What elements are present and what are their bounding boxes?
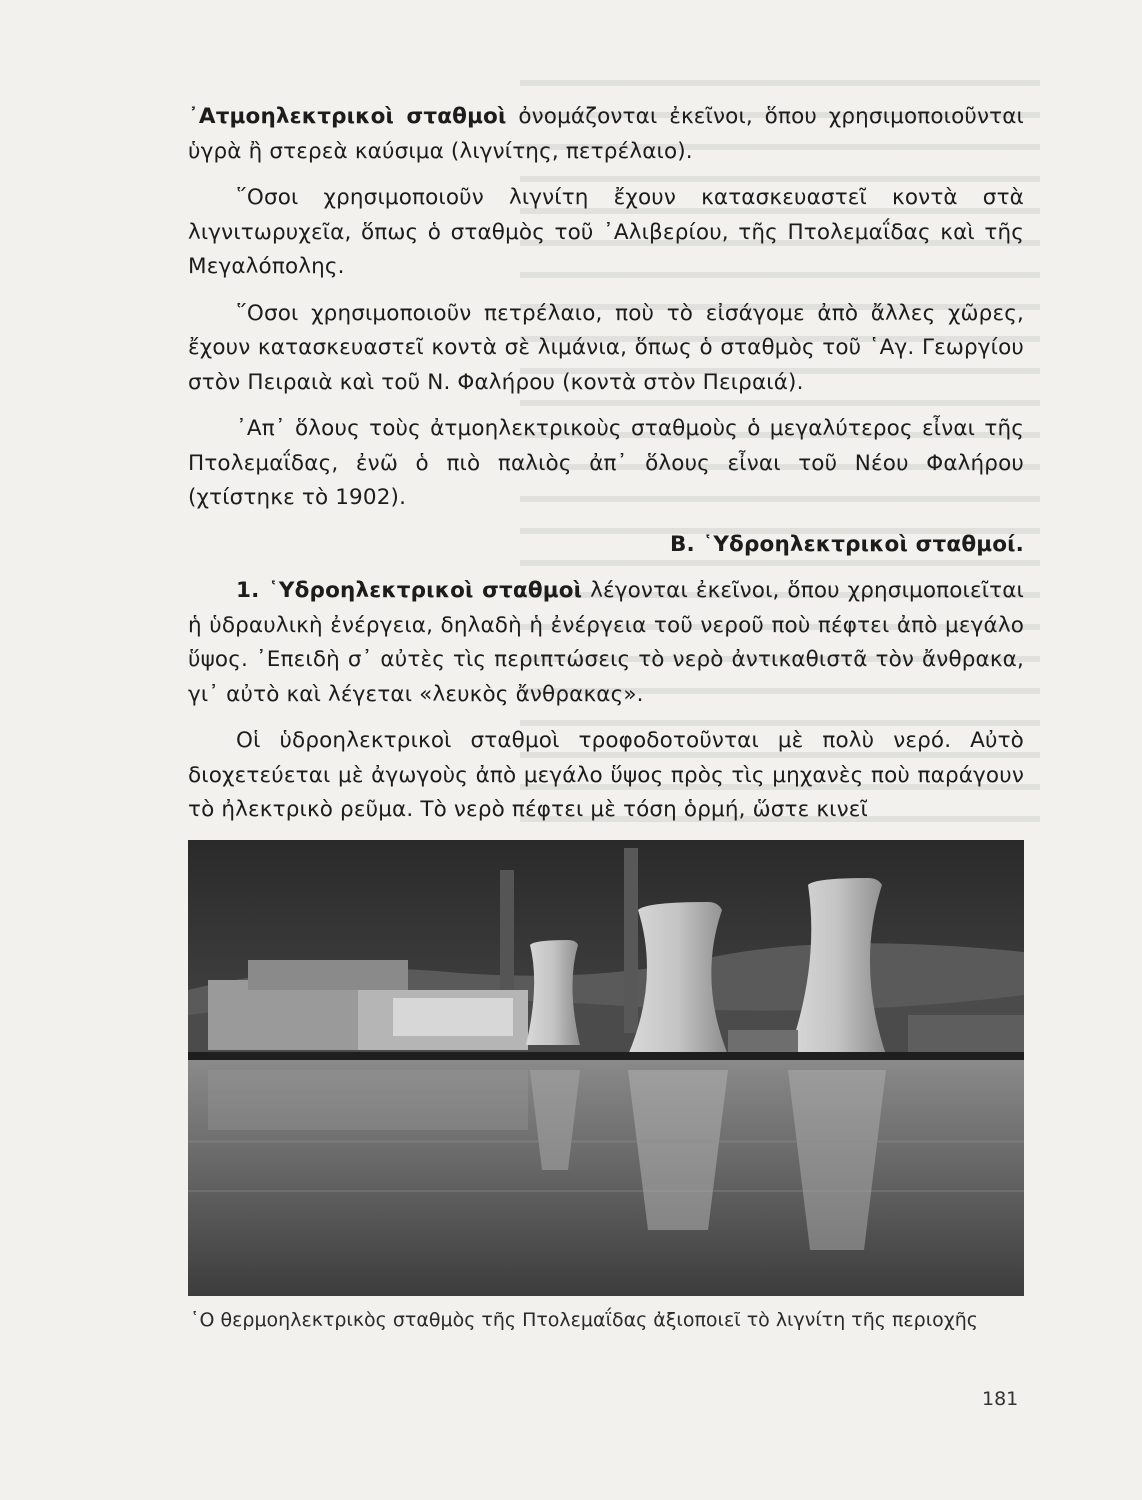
term-thermal-stations: ᾿Ατμοηλεκτρικοὶ σταθμοὶ xyxy=(188,104,507,129)
page-number: 181 xyxy=(982,1388,1019,1410)
paragraph-hydro-definition: 1. ῾Υδροηλεκτρικοὶ σταθμοὶ λέγονται ἐκεῖνοι, ὅπου χρησιμοποιεῖται ἡ ὑδραυλικὴ ἐνέργεια, δηλαδὴ ἡ ἐνέργεια τοῦ νεροῦ ποὺ πέφτει ἀπὸ μεγάλο ὕψος. ᾿Επειδὴ σ᾿ αὐτὲς τὶς περιπτώσεις τὸ νερὸ ἀντικαθιστᾶ τὸν ἄνθρακα, γι᾿ αὐτὸ καὶ λέγεται «λευκὸς ἄνθρακας». xyxy=(188,578,1024,707)
paragraph-hydro-water: Οἱ ὑδροηλεκτρικοὶ σταθμοὶ τροφοδοτοῦνται μὲ πολὺ νερό. Αὐτὸ διοχετεύεται μὲ ἀγωγοὺς ἀπὸ μεγάλο ὕψος πρὸς τὶς μηχανὲς ποὺ παράγουν τὸ ἠλεκτρικὸ ρεῦμα. Τὸ νερὸ πέφτει μὲ τόση ὁρμή, ὥστε κινεῖ xyxy=(188,728,1024,822)
paragraph-thermal-definition: ᾿Ατμοηλεκτρικοὶ σταθμοὶ ὀνομάζονται ἐκεῖνοι, ὅπου χρησιμοποιοῦνται ὑγρὰ ἢ στερεὰ καύσιμα (λιγνίτης, πετρέλαιο). xyxy=(188,104,1024,164)
paragraph-lignite-stations: ῞Οσοι χρησιμοποιοῦν λιγνίτη ἔχουν κατασκευαστεῖ κοντὰ στὰ λιγνιτωρυχεῖα, ὅπως ὁ σταθμὸς τοῦ ᾿Αλιβερίου, τῆς Πτολεμαΐδας καὶ τῆς Μεγαλόπολης. xyxy=(188,185,1024,279)
photo-caption: ῾Ο θερμοηλεκτρικὸς σταθμὸς τῆς Πτολεμαΐδας ἀξιοποιεῖ τὸ λιγνίτη τῆς περιοχῆς xyxy=(190,1309,978,1331)
term-hydro-stations: 1. ῾Υδροηλεκτρικοὶ σταθμοὶ xyxy=(236,578,583,603)
power-station-photo xyxy=(188,840,1024,1296)
paragraph-oil-stations: ῞Οσοι χρησιμοποιοῦν πετρέλαιο, ποὺ τὸ εἰσάγομε ἀπὸ ἄλλες χῶρες, ἔχουν κατασκευαστεῖ κοντὰ σὲ λιμάνια, ὅπως ὁ σταθμὸς τοῦ ῾Αγ. Γεωργίου στὸν Πειραιὰ καὶ τοῦ Ν. Φαλήρου (κοντὰ στὸν Πειραιά). xyxy=(188,300,1024,395)
paragraph-largest-oldest: ᾿Απ᾿ ὅλους τοὺς ἀτμοηλεκτρικοὺς σταθμοὺς ὁ μεγαλύτερος εἶναι τῆς Πτολεμαΐδας, ἐνῶ ὁ πιὸ παλιὸς ἀπ᾿ ὅλους εἶναι τοῦ Νέου Φαλήρου (χτίστηκε τὸ 1902). xyxy=(188,416,1024,510)
body-text xyxy=(188,100,1024,840)
section-heading-hydro: Β. ῾Υδροηλεκτρικοὶ σταθμοί. xyxy=(669,531,1024,557)
power-station-illustration xyxy=(188,840,1024,1296)
